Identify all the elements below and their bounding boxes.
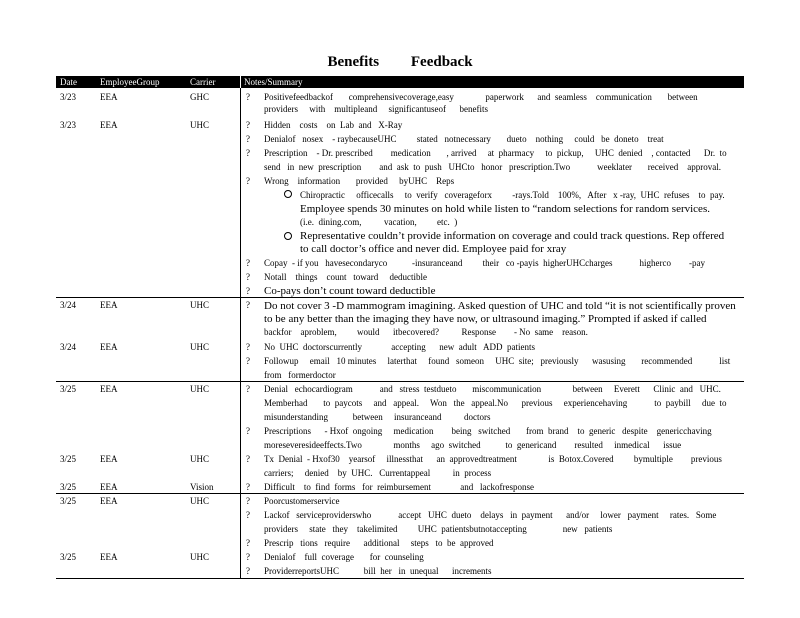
bullet: ? xyxy=(246,482,250,492)
row-carrier: UHC xyxy=(190,454,210,464)
row-carrier: UHC xyxy=(190,384,210,394)
note-line: Difficult to find forms for reimbursement and lackofresponse xyxy=(264,482,535,492)
note-line: providers with multipleand significantuseof benefits xyxy=(264,104,488,114)
header-date: Date xyxy=(60,77,77,87)
title-word-feedback: Feedback xyxy=(410,54,473,70)
row-date: 3/23 xyxy=(60,92,77,102)
row-group: EEA xyxy=(100,342,118,352)
row-group: EEA xyxy=(100,92,118,102)
note-line: No UHC doctorscurrently accepting new adult ADD patients xyxy=(264,342,535,352)
row-carrier: UHC xyxy=(190,496,210,506)
note-line: Co-pays don’t count toward deductible xyxy=(264,285,436,297)
table-bottom-border xyxy=(56,578,744,579)
row-carrier: Vision xyxy=(190,482,214,492)
row-date: 3/25 xyxy=(60,496,77,506)
row-group: EEA xyxy=(100,552,118,562)
row-date: 3/24 xyxy=(60,300,77,310)
row-carrier: GHC xyxy=(190,92,210,102)
bullet: ? xyxy=(246,566,250,576)
note-line: ProviderreportsUHC bill her in unequal increments xyxy=(264,566,492,576)
title-word-benefits: Benefits xyxy=(327,54,380,70)
note-line: misunderstanding between insuranceand doctors xyxy=(264,412,491,422)
bullet: ? xyxy=(246,384,250,394)
note-line: Do not cover 3 -D mammogram imagining. Asked question of UHC and told “it is not scientifically proven xyxy=(264,300,736,312)
note-line: to be any better than the imaging they have now, or ultrasound imaging.” Prompted if asked if called xyxy=(264,313,707,325)
note-line: providers state they takelimited UHC patientsbutnotaccepting new patients xyxy=(264,524,613,534)
note-line: carriers; denied by UHC. Currentappeal in process xyxy=(264,468,492,478)
sub-note-line: to call doctor’s office and never did. Employee paid for xray xyxy=(300,243,567,255)
note-line: Copay - if you havesecondaryco -insuranceand their co -payis higherUHCcharges higherco -pay xyxy=(264,258,705,268)
bullet: ? xyxy=(246,272,250,282)
row-carrier: UHC xyxy=(190,300,210,310)
bullet: ? xyxy=(246,496,250,506)
row-carrier: UHC xyxy=(190,120,210,130)
bullet: ? xyxy=(246,134,250,144)
row-group: EEA xyxy=(100,300,118,310)
note-line: moreseveresideeffects.Two months ago switched to genericand resulted inmedical issue xyxy=(264,440,682,450)
bullet: ? xyxy=(246,286,250,296)
row-group: EEA xyxy=(100,482,118,492)
bullet: ? xyxy=(246,538,250,548)
row-group: EEA xyxy=(100,384,118,394)
note-line: send in new prescription and ask to push UHCto honor prescription.Two weeklater received approval. xyxy=(264,162,722,172)
bullet: ? xyxy=(246,92,250,102)
note-line: Notall things count toward deductible xyxy=(264,272,427,282)
row-date: 3/25 xyxy=(60,482,77,492)
bullet: ? xyxy=(246,426,250,436)
note-line: Wrong information provided byUHC Reps xyxy=(264,176,455,186)
note-line: Prescrip tions require additional steps to be approved xyxy=(264,538,494,548)
sub-note-line: Representative couldn’t provide information on coverage and could track questions. Rep offered xyxy=(300,230,725,242)
note-line: Poorcustomerservice xyxy=(264,496,340,506)
note-line: Denialof full coverage for counseling xyxy=(264,552,424,562)
row-date: 3/24 xyxy=(60,342,77,352)
note-line: Tx Denial - Hxof30 yearsof illnessthat an approvedtreatment is Botox.Covered bymultiple previous xyxy=(264,454,722,464)
note-line: from formerdoctor xyxy=(264,370,336,380)
note-line: Lackof serviceproviderswho accept UHC dueto delays in payment and/or lower payment rates. Some xyxy=(264,510,717,520)
header-employee-group: EmployeeGroup xyxy=(100,77,160,87)
column-divider xyxy=(240,88,241,578)
bullet: ? xyxy=(246,176,250,186)
row-group: EEA xyxy=(100,454,118,464)
note-line: Hidden costs on Lab and X-Ray xyxy=(264,120,403,130)
row-carrier: UHC xyxy=(190,342,210,352)
note-line: Prescriptions - Hxof ongoing medication being switched from brand to generic despite genericchaving xyxy=(264,426,712,436)
note-line: Followup email 10 minutes laterthat found someon UHC site; previously wasusing recommended list xyxy=(264,356,731,366)
header-carrier: Carrier xyxy=(190,77,216,87)
row-date: 3/25 xyxy=(60,454,77,464)
row-divider xyxy=(56,493,744,494)
row-group: EEA xyxy=(100,120,118,130)
table-header xyxy=(56,76,744,88)
bullet: ? xyxy=(246,510,250,520)
bullet: ? xyxy=(246,356,250,366)
header-notes: Notes/Summary xyxy=(244,77,303,87)
note-line: Memberhad to paycots and appeal. Won the appeal.No previous experiencehaving to paybill due to xyxy=(264,398,727,408)
note-line: Denialof nosex - raybecauseUHC stated notnecessary dueto nothing could be doneto treat xyxy=(264,134,664,144)
note-line: backfor aproblem, would itbecovered? Response - No same reason. xyxy=(264,327,588,337)
note-line: Denial echocardiogram and stress testdueto miscommunication between Everett Clinic and UHC. xyxy=(264,384,721,394)
row-divider xyxy=(56,297,744,298)
row-divider xyxy=(56,381,744,382)
bullet: ? xyxy=(246,258,250,268)
note-line: Prescription - Dr. prescribed medication , arrived at pharmacy to pickup, UHC denied , contacted Dr. to xyxy=(264,148,727,158)
row-carrier: UHC xyxy=(190,552,210,562)
bullet: ? xyxy=(246,300,250,310)
sub-note-line: Employee spends 30 minutes on hold while listen to “random selections for random services. xyxy=(300,203,710,215)
note-line: Positivefeedbackof comprehensivecoverage,easy paperwork and seamless communication between xyxy=(264,92,698,102)
bullet: ? xyxy=(246,148,250,158)
row-group: EEA xyxy=(100,496,118,506)
row-date: 3/25 xyxy=(60,384,77,394)
bullet: ? xyxy=(246,552,250,562)
sub-note-line: (i.e. dining.com, vacation, etc. ) xyxy=(300,217,458,227)
row-date: 3/25 xyxy=(60,552,77,562)
row-date: 3/23 xyxy=(60,120,77,130)
header-divider xyxy=(240,76,241,88)
bullet: ? xyxy=(246,342,250,352)
sub-note-line: Chiropractic officecalls to verify coverageforx -rays.Told 100%, After x -ray, UHC refuses to pay. xyxy=(300,190,725,200)
page-title xyxy=(0,54,800,71)
bullet: ? xyxy=(246,454,250,464)
bullet: ? xyxy=(246,120,250,130)
